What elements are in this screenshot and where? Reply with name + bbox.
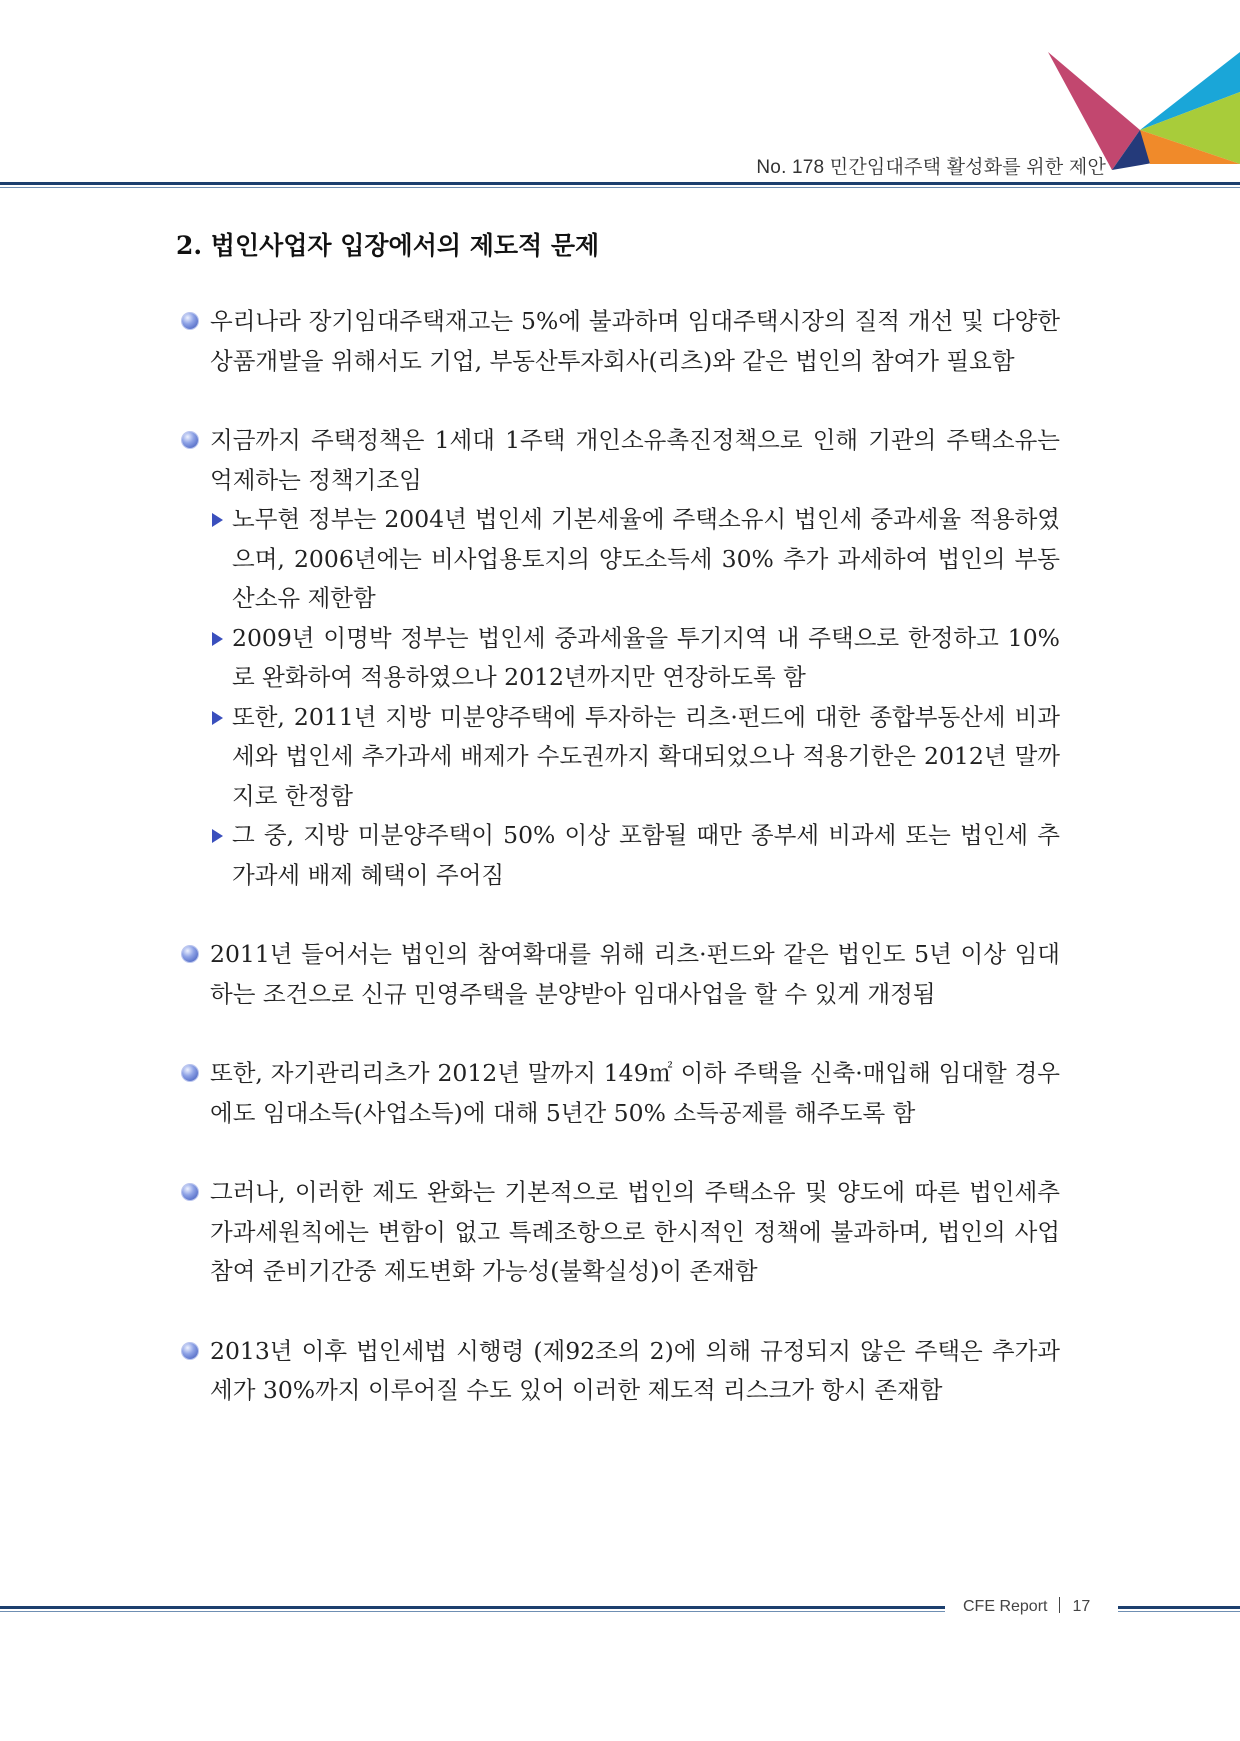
header-title: No. 178 민간임대주택 활성화를 위한 제안 [756,157,1106,178]
triangle-bullet-icon [212,711,223,725]
list-item [180,1173,1060,1292]
sub-list-item [212,500,1060,619]
footer-separator [1059,1597,1060,1613]
sub-list-item [212,698,1060,817]
sub-item-text: 또한, 2011년 지방 미분양주택에 투자하는 리츠·펀드에 대한 종합부동산세 비과세와 법인세 추가과세 배제가 수도권까지 확대되었으나 적용기한은 2012년 말까지로 한정함 [232,702,1060,810]
list-item [180,1332,1060,1411]
sub-list-item [212,816,1060,895]
footer-rule-left [0,1606,945,1609]
round-bullet-icon [182,1184,198,1200]
sub-item-text: 2009년 이명박 정부는 법인세 중과세율을 투기지역 내 주택으로 한정하고 10%로 완화하여 적용하였으나 2012년까지만 연장하도록 함 [232,623,1060,691]
section-title: 2. 법인사업자 입장에서의 제도적 문제 [176,231,600,260]
item-text: 또한, 자기관리리츠가 2012년 말까지 149㎡ 이하 주택을 신축·매입해 임대할 경우에도 임대소득(사업소득)에 대해 5년간 50% 소득공제를 해주도록 함 [210,1059,1060,1127]
bullet-list [180,302,1060,1411]
footer-label: CFE Report [963,1598,1048,1615]
item-text: 그러나, 이러한 제도 완화는 기본적으로 법인의 주택소유 및 양도에 따른 법인세추가과세원칙에는 변함이 없고 특례조항으로 한시적인 정책에 불과하며, 법인의 사업참여 준비기간중 제도변화 가능성(불확실성)이 존재함 [210,1178,1060,1285]
triangle-bullet-icon [212,829,223,843]
sub-item-text: 그 중, 지방 미분양주택이 50% 이상 포함될 때만 종부세 비과세 또는 법인세 추가과세 배제 혜택이 주어짐 [232,821,1060,889]
list-item [180,935,1060,1014]
round-bullet-icon [182,1343,198,1359]
item-text: 지금까지 주택정책은 1세대 1주택 개인소유촉진정책으로 인해 기관의 주택소유는 억제하는 정책기조임 [210,426,1060,494]
footer-rule-right [1118,1606,1240,1609]
list-item [180,421,1060,895]
header-rule-thin [0,187,1240,188]
header-rule [0,182,1240,185]
round-bullet-icon [182,1065,198,1081]
footer-rule-right-thin [1118,1611,1240,1612]
round-bullet-icon [182,946,198,962]
item-text: 우리나라 장기임대주택재고는 5%에 불과하며 임대주택시장의 질적 개선 및 다양한 상품개발을 위해서도 기업, 부동산투자회사(리츠)와 같은 법인의 참여가 필요함 [210,307,1060,375]
sub-list-item [212,619,1060,698]
list-item [180,302,1060,381]
sub-item-text: 노무현 정부는 2004년 법인세 기본세율에 주택소유시 법인세 중과세율 적용하였으며, 2006년에는 비사업용토지의 양도소득세 30% 추가 과세하여 법인의 부동산소유 제한함 [232,505,1060,612]
item-text: 2011년 들어서는 법인의 참여확대를 위해 리츠·펀드와 같은 법인도 5년 이상 임대하는 조건으로 신규 민영주택을 분양받아 임대사업을 할 수 있게 개정됨 [210,940,1060,1008]
round-bullet-icon [182,313,198,329]
round-bullet-icon [182,432,198,448]
item-text: 2013년 이후 법인세법 시행령 (제92조의 2)에 의해 규정되지 않은 주택은 추가과세가 30%까지 이루어질 수도 있어 이러한 제도적 리스크가 항시 존재함 [210,1336,1060,1404]
page-number: 17 [1072,1598,1091,1615]
triangle-bullet-icon [212,513,223,527]
footer-rule-left-thin [0,1611,945,1612]
footer [963,1597,1090,1616]
triangle-bullet-icon [212,632,223,646]
list-item [180,1054,1060,1133]
